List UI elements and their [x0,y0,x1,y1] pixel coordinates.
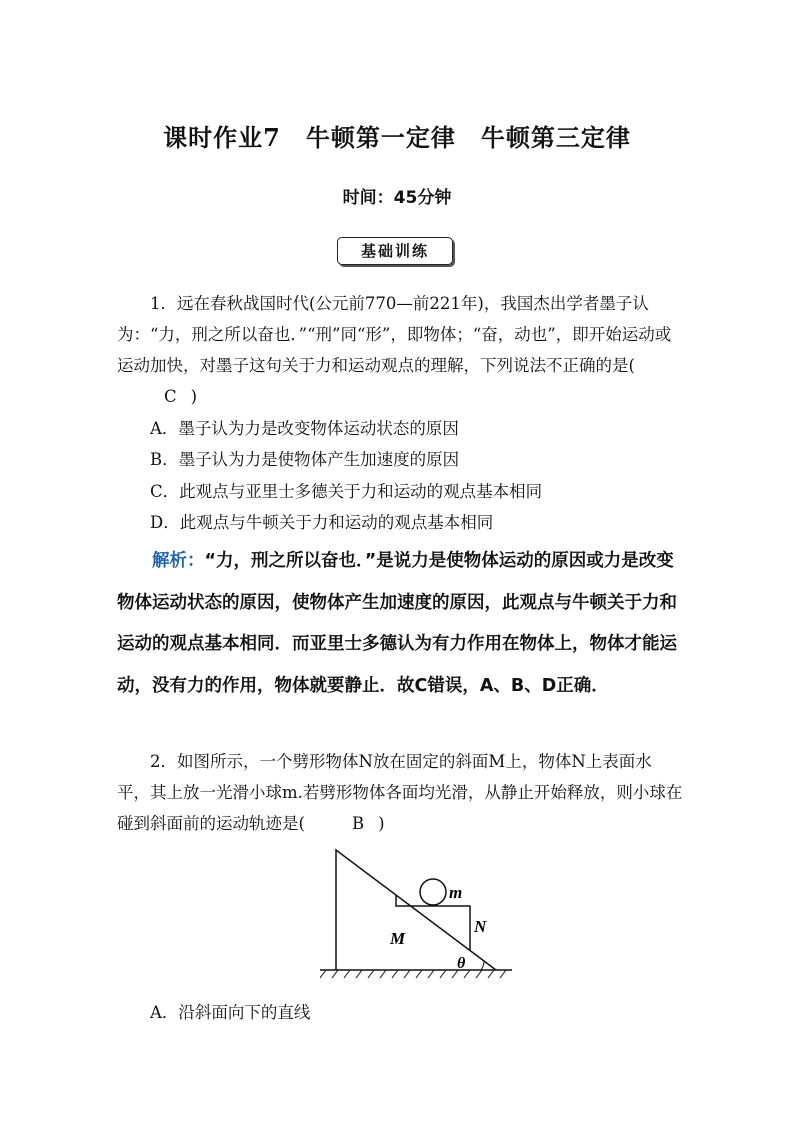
ground-hatching [320,970,506,978]
analysis-text: “力，刑之所以奋也．”是说力是使物体运动的原因或力是改变物体运动状态的原因，使物体产生加速度的原因，此观点与牛顿关于力和运动的观点基本相同．而亚里士多德认为有力作用在物体上，物体才能运动，没有力的作用，物体就要静止．故C错误，A、B、D正确． [117,551,677,696]
q1-option-d: D．此观点与牛顿关于力和运动的观点基本相同 [150,513,494,532]
angle-arc [481,961,484,970]
question-2 [117,746,683,839]
question-2-stem-end: ) [378,814,385,833]
question-1 [117,288,683,412]
label-M: M [390,929,406,948]
section-badge: 基础训练 [337,237,453,265]
label-theta: θ [457,955,466,972]
incline-M [336,850,496,970]
q1-option-a: A．墨子认为力是改变物体运动状态的原因 [150,419,459,438]
question-1-answer: C [164,387,177,406]
time-limit: 时间：45分钟 [342,188,452,208]
question-2-stem: 2．如图所示，一个劈形物体N放在固定的斜面M上，物体N上表面水平，其上放一光滑小球m.若劈形物体各面均光滑，从静止开始释放，则小球在碰到斜面前的运动轨迹是( [117,752,683,833]
q2-option-a: A．沿斜面向下的直线 [150,1003,311,1022]
page-title: 课时作业7 牛顿第一定律 牛顿第三定律 [163,123,631,152]
analysis-label: 解析： [152,551,205,571]
question-1-stem: 1．远在春秋战国时代(公元前770—前221年)，我国杰出学者墨子认为：“力，刑之所以奋也．”“刑”同“形”，即物体；“奋，动也”，即开始运动或运动加快，对墨子这句关于力和运动观点的理解，下列说法不正确的是( [117,294,672,375]
analysis [117,541,683,707]
q1-option-c: C．此观点与亚里士多德关于力和运动的观点基本相同 [150,482,543,501]
question-1-stem-end: ) [190,387,198,406]
ball-m [420,879,446,905]
incline-figure [320,846,520,986]
label-N: N [474,917,487,936]
q1-option-b: B．墨子认为力是使物体产生加速度的原因 [150,450,460,469]
question-2-answer: B [351,814,365,833]
label-m: m [449,883,463,902]
